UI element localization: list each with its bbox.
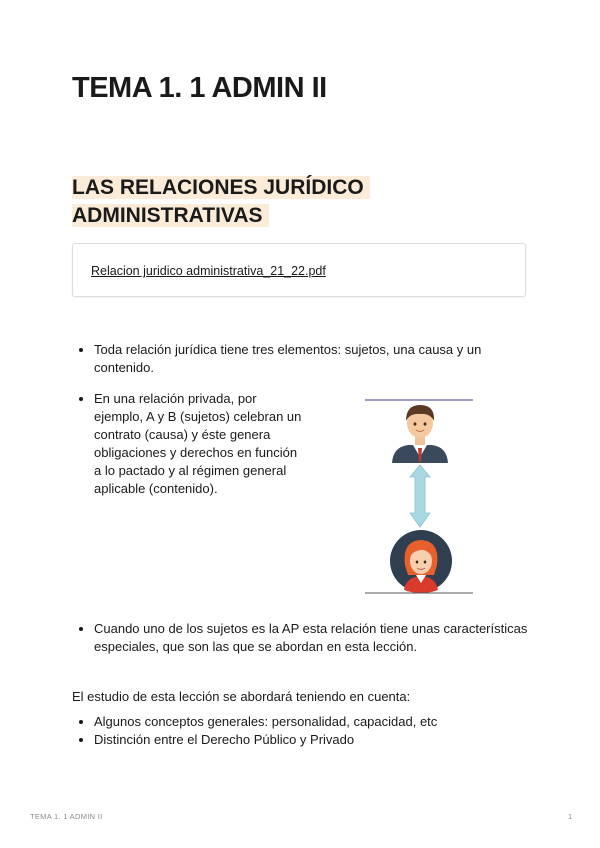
section-heading [72,174,392,230]
footer-page-number: 1 [568,812,573,821]
list-item: • Distinción entre el Derecho Público y Privado [94,731,534,749]
list-item: • Cuando uno de los sujetos es la AP esta relación tiene unas características especiales, que son las que se abordan en esta lección. [94,620,534,656]
bullet-list-example [72,390,304,498]
man-avatar-icon [392,405,448,463]
list-item: • Toda relación jurídica tiene tres elementos: sujetos, una causa y un contenido. [94,341,524,377]
footer-doc-title: TEMA 1. 1 ADMIN II [30,812,103,821]
woman-avatar-icon [390,530,452,593]
pdf-attachment-link[interactable]: Relacion juridico administrativa_21_22.pdf [91,264,326,278]
bullet-list-ap [72,620,534,656]
bullet-list-intro [72,341,524,377]
pdf-attachment-card[interactable] [72,243,526,297]
bullet-list-topics [72,713,534,749]
study-intro-paragraph: El estudio de esta lección se abordará teniendo en cuenta: [72,689,411,704]
list-item: • En una relación privada, por ejemplo, A y B (sujetos) celebran un contrato (causa) y éste genera obligaciones y derechos en función a lo pactado y al régimen general aplicable (contenido). [94,390,304,498]
double-arrow-icon [410,465,430,527]
relationship-illustration [360,395,480,600]
list-item: • Algunos conceptos generales: personalidad, capacidad, etc [94,713,534,731]
section-heading-text: LAS RELACIONES JURÍDICO ADMINISTRATIVAS [72,176,370,227]
page-title: TEMA 1. 1 ADMIN II [72,72,327,104]
